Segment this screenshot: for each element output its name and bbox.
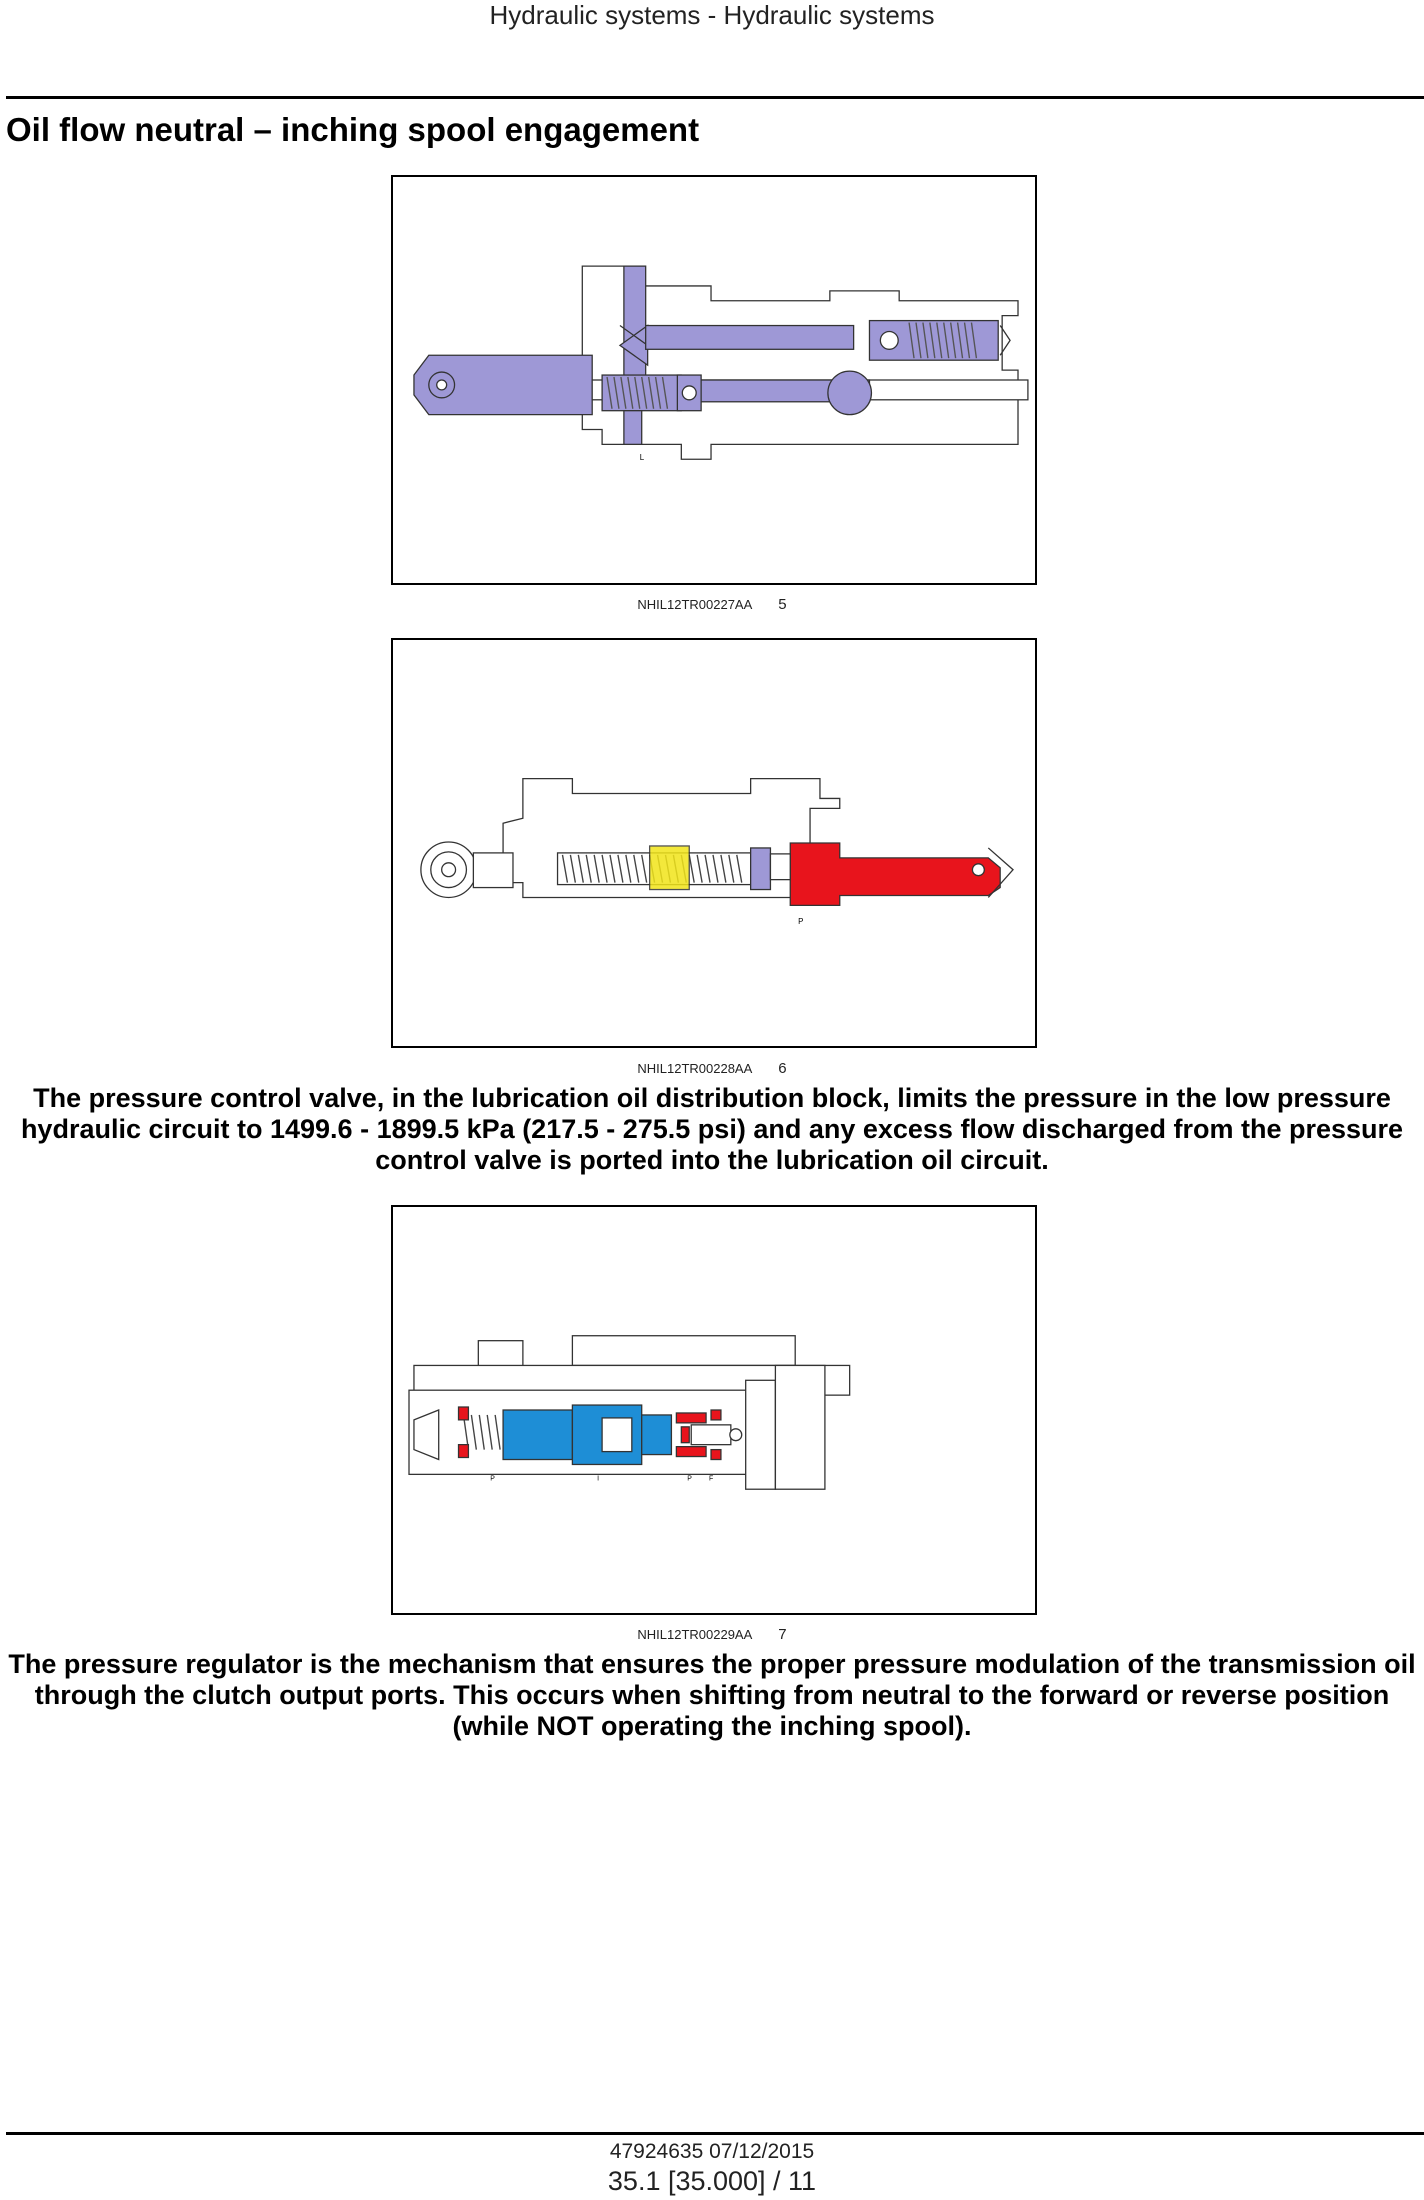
pressure-control-valve-diagram [393,640,1035,1046]
figure-6-caption [0,1060,1424,1077]
paragraph-pressure-regulator: The pressure regulator is the mechanism that ensures the proper pressure modulation of the transmission oil through the clutch output ports. This occurs when shifting from neutral to the forward or reverse position (while NOT operating the inching spool). [8,1649,1416,1741]
port-label-l: L [639,453,645,463]
section-title: Oil flow neutral – inching spool engagement [6,111,700,148]
port-label-p: P [798,917,804,927]
figure-5-number: 5 [778,596,787,613]
figure-5-diagram [391,175,1037,585]
port-label-p-right: P [687,1475,692,1483]
figure-6-diagram [391,638,1037,1048]
figure-7-caption [0,1626,1424,1643]
figure-5-caption [0,596,1424,613]
pressure-regulator-diagram [393,1207,1035,1613]
port-label-p-left: P [490,1475,495,1483]
paragraph-pressure-control: The pressure control valve, in the lubrication oil distribution block, limits the pressure in the low pressure hydraulic circuit to 1499.6 - 1899.5 kPa (217.5 - 275.5 psi) and any excess flow discharged from the pressure control valve is ported into the lubrication oil circuit. [20,1083,1404,1175]
header-divider [6,96,1424,99]
valve-diagram-lavender [393,177,1035,583]
footer-document-code: 47924635 07/12/2015 [609,2140,815,2163]
figure-7-number: 7 [778,1626,787,1643]
footer-divider [6,2132,1424,2135]
figure-7-code: NHIL12TR00229AA [637,1627,753,1642]
figure-7-diagram [391,1205,1037,1615]
page-header: Hydraulic systems - Hydraulic systems [489,0,935,30]
port-label-f: F [709,1475,714,1483]
figure-6-code: NHIL12TR00228AA [637,1061,753,1076]
port-label-i: I [597,1475,600,1483]
figure-5-code: NHIL12TR00227AA [637,597,753,612]
footer-page-number: 35.1 [35.000] / 11 [607,2166,817,2196]
figure-6-number: 6 [778,1060,787,1077]
